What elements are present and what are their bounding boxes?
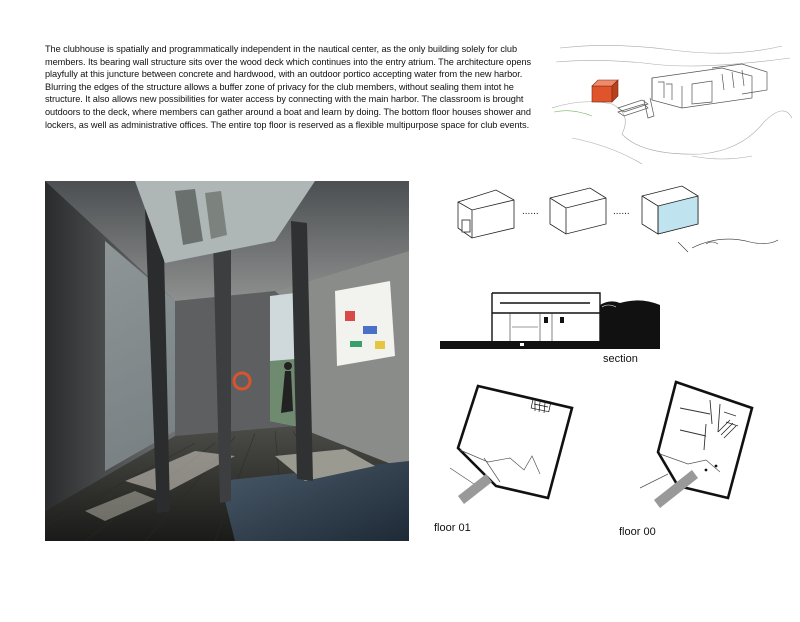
massing-volume-2 <box>550 188 606 234</box>
clubhouse-highlight <box>592 86 612 102</box>
floor-01-label: floor 01 <box>434 522 471 534</box>
massing-separator-1: ...... <box>522 206 539 217</box>
floor-00-label: floor 00 <box>619 526 656 538</box>
massing-separator-2: ...... <box>613 206 630 217</box>
section-label: section <box>603 353 638 365</box>
floor-01-plan <box>440 378 590 518</box>
massing-diagram-sequence <box>450 182 780 282</box>
floor-00-plan <box>620 378 770 518</box>
interior-render-image <box>45 181 409 541</box>
section-drawing <box>440 283 660 363</box>
project-description: The clubhouse is spatially and programmatically independent in the nautical center, as the only building solely for club members. Its bearing wall structure sits over the wood deck which continues into the entry atrium. The architecture opens playfully at this juncture between concrete and hardwood, with an outdoor portico accepting water from the new harbor. Blurring the edges of the structure allows a buffer zone of privacy for the club members, without sealing them intot he structure. It also allows new possibilities for water access by connecting with the main harbor. The classroom is brought outdoors to the deck, where members can gather around a boat and learn by doing. The bottom floor houses shower and lockers, as well as administrative offices. The entire top floor is reserved as a flexible multipurpose space for club events. <box>45 44 532 130</box>
site-axonometric-drawing <box>552 38 794 168</box>
